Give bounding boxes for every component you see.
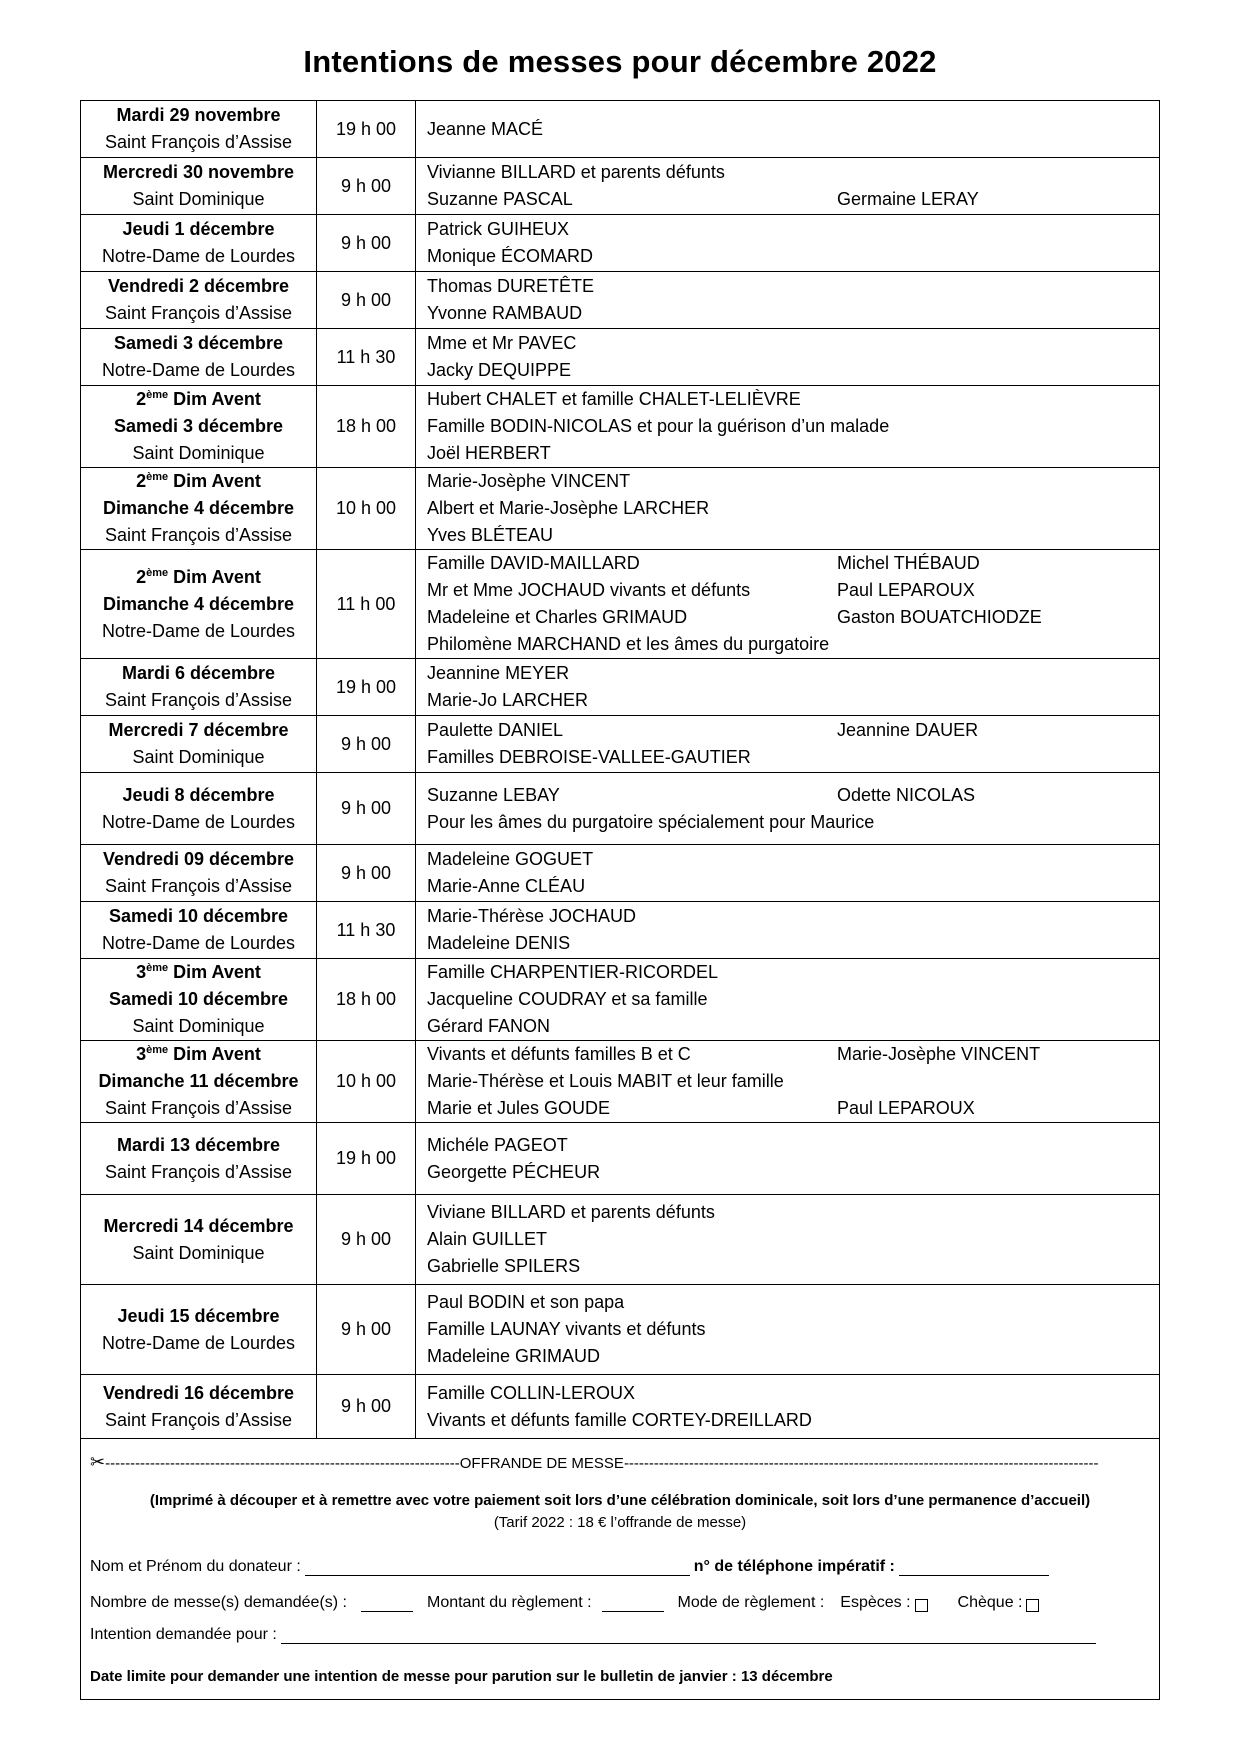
intention-name: Vivianne BILLARD et parents défunts [427,162,725,182]
schedule-row [81,716,1160,773]
intention-line [427,1226,1159,1253]
liturgical-text: Dim Avent [168,1044,261,1064]
intention-name: Marie et Jules GOUDE [427,1098,611,1118]
church-label: Saint Dominique [132,189,265,209]
name-field[interactable] [305,1559,690,1576]
intention-name: Yves BLÉTEAU [427,525,554,545]
intention-name-secondary [837,846,1159,873]
church-label: Saint François d’Assise [104,525,293,545]
church-label: Saint Dominique [132,1242,265,1263]
church-label: Saint Dominique [132,1016,265,1036]
intention-line [427,1068,1159,1095]
intention-name-secondary [837,243,1159,270]
day-label: Mercredi 7 décembre [108,720,289,740]
intention-line [427,330,1159,357]
time-cell: 19 h 00 [317,659,416,716]
intention-line [427,300,1159,327]
intention-name: Famille CHARPENTIER-RICORDEL [427,962,719,982]
amount-field[interactable] [602,1595,664,1612]
intention-name: Vivants et défunts familles B et C [427,1044,691,1064]
week-number: 2 [136,566,147,587]
intention-name-secondary: Paul LEPAROUX [837,580,975,600]
intention-name: Viviane BILLARD et parents défunts [427,1202,715,1222]
ordinal-suffix: ème [146,1044,169,1056]
day-label: Vendredi 09 décembre [102,849,295,869]
schedule-row [81,1123,1160,1195]
schedule-row [81,1285,1160,1375]
intentions-cell [416,101,1160,158]
week-number: 3 [136,962,147,982]
intention-line [427,846,1159,873]
cash-checkbox[interactable] [915,1599,928,1612]
church-label: Notre-Dame de Lourdes [101,1332,296,1353]
intention-name: Paul BODIN et son papa [427,1292,625,1312]
cash-label: Espèces : [840,1594,911,1611]
intention-line [427,1041,1159,1068]
ordinal-suffix: ème [146,566,169,579]
intention-line [427,1343,1159,1370]
intention-name-secondary [837,300,1159,327]
intention-line [427,873,1159,900]
church-label: Saint Dominique [132,443,265,463]
time-cell: 18 h 00 [317,959,416,1041]
donor-row [90,1558,1053,1576]
intention-line [427,1289,1159,1316]
intention-row [90,1626,1100,1644]
intention-name: Mr et Mme JOCHAUD vivants et défunts [427,580,751,600]
intention-name-secondary [837,468,1159,495]
intention-field[interactable] [281,1627,1096,1644]
intention-name-secondary [837,330,1159,357]
day-label: Jeudi 8 décembre [122,784,275,805]
intention-name-secondary [837,687,1159,714]
intentions-cell [416,716,1160,773]
intention-line [427,930,1159,957]
intention-name: Famille COLLIN-LEROUX [427,1382,636,1403]
intention-line [427,1159,1159,1186]
form-tarif: (Tarif 2022 : 18 € l’offrande de messe) [493,1514,747,1531]
schedule-row [81,902,1160,959]
intention-name-secondary [837,986,1159,1013]
intention-line [427,1095,1159,1122]
schedule-row [81,101,1160,158]
intentions-cell [416,902,1160,959]
intention-name-secondary [837,631,1159,658]
intention-name: Marie-Josèphe VINCENT [427,471,631,491]
intention-name: Gérard FANON [427,1016,551,1036]
day-cell [81,215,317,272]
intention-line [427,186,1159,213]
intention-line [427,717,1159,744]
day-cell [81,1285,317,1375]
intention-line [427,1316,1159,1343]
intention-name-secondary [837,1407,1159,1434]
day-cell [81,1375,317,1439]
intention-name-secondary [837,873,1159,900]
intention-name-secondary [837,1013,1159,1040]
schedule-row [81,329,1160,386]
liturgical-label [81,468,316,495]
intention-line [427,986,1159,1013]
deadline-note: Date limite pour demander une intention de messe pour parution sur le bulletin de janvier : 13 décembre [90,1668,833,1685]
day-cell [81,329,317,386]
intention-name-secondary: Paul LEPAROUX [837,1098,975,1118]
intentions-cell [416,215,1160,272]
day-cell [81,845,317,902]
intention-line [427,604,1159,631]
intention-line [427,744,1159,771]
ordinal-suffix: ème [146,962,169,974]
intention-line [427,660,1159,687]
schedule-row [81,1041,1160,1123]
intention-name: Famille DAVID-MAILLARD [427,553,640,573]
phone-field[interactable] [899,1559,1049,1576]
intention-name: Madeleine GOGUET [427,849,594,869]
week-number: 2 [136,389,147,409]
intention-name-secondary: Germaine LERAY [837,189,979,209]
mass-schedule-table [80,100,1160,1439]
intention-line [427,1407,1159,1434]
intention-name-secondary: Odette NICOLAS [837,784,976,805]
intention-name: Hubert CHALET et famille CHALET-LELIÈVRE [427,389,801,409]
intention-name: Paulette DANIEL [427,720,564,740]
day-label: Dimanche 4 décembre [102,498,295,518]
intentions-cell [416,959,1160,1041]
schedule-row [81,959,1160,1041]
intention-name: Marie-Thérèse et Louis MABIT et leur famille [427,1071,784,1091]
schedule-row [81,272,1160,329]
day-label: Mercredi 14 décembre [103,1215,294,1236]
count-field[interactable] [361,1595,413,1612]
intention-line [427,1013,1159,1040]
intention-name: Georgette PÉCHEUR [427,1161,601,1182]
intentions-cell [416,773,1160,845]
schedule-row [81,845,1160,902]
intentions-cell [416,272,1160,329]
intention-name: Marie-Jo LARCHER [427,690,589,710]
ordinal-suffix: ème [146,389,169,401]
intention-name-secondary [837,1159,1159,1186]
intentions-cell [416,158,1160,215]
day-cell [81,101,317,158]
day-cell [81,550,317,659]
day-cell [81,959,317,1041]
day-label: Mardi 13 décembre [116,1134,281,1155]
intentions-cell [416,1375,1160,1439]
intention-name: Mme et Mr PAVEC [427,333,577,353]
day-label: Mardi 29 novembre [116,105,281,125]
time-cell: 18 h 00 [317,386,416,468]
intention-line [427,216,1159,243]
intentions-cell [416,386,1160,468]
intention-name-secondary [837,1289,1159,1316]
day-label: Vendredi 16 décembre [102,1382,295,1403]
day-label: Samedi 3 décembre [113,333,284,353]
intention-name: Philomène MARCHAND et les âmes du purgatoire [427,634,830,654]
intention-name-secondary [837,440,1159,467]
intention-line [427,495,1159,522]
intention-name: Marie-Thérèse JOCHAUD [427,906,637,926]
intention-line [427,468,1159,495]
payment-row [90,1594,1039,1612]
intention-name: Thomas DURETÊTE [427,276,595,296]
intention-name: Alain GUILLET [427,1229,548,1249]
intention-name-secondary [837,116,1159,143]
church-label: Saint François d’Assise [104,132,293,152]
intention-line [427,522,1159,549]
intention-line [427,273,1159,300]
intention-name-secondary [837,273,1159,300]
day-cell [81,272,317,329]
intentions-cell [416,1285,1160,1375]
intention-line [427,631,1159,658]
day-cell [81,158,317,215]
intention-name: Joël HERBERT [427,443,551,463]
week-number: 3 [136,1044,147,1064]
intentions-cell [416,845,1160,902]
intention-name-secondary [837,1316,1159,1343]
time-cell: 9 h 00 [317,1285,416,1375]
church-label: Notre-Dame de Lourdes [101,360,296,380]
intention-name: Jacky DEQUIPPE [427,360,572,380]
time-cell: 9 h 00 [317,1195,416,1285]
day-cell [81,659,317,716]
intention-name-secondary [837,216,1159,243]
day-cell [81,1123,317,1195]
intention-line [427,809,1159,836]
check-checkbox[interactable] [1026,1599,1039,1612]
day-label: Vendredi 2 décembre [107,276,290,296]
intention-name-secondary [837,660,1159,687]
intention-line [427,687,1159,714]
intention-line [427,1380,1159,1407]
day-label: Dimanche 4 décembre [102,593,295,614]
liturgical-label [81,564,316,591]
cut-label: OFFRANDE DE MESSE [459,1455,624,1472]
time-cell: 9 h 00 [317,215,416,272]
intention-line [427,1253,1159,1280]
mode-label: Mode de règlement : [677,1594,825,1611]
intention-name-secondary: Gaston BOUATCHIODZE [837,607,1042,627]
intention-name-secondary [837,744,1159,771]
intention-name-secondary [837,930,1159,957]
intentions-cell [416,329,1160,386]
schedule-row [81,550,1160,659]
schedule-row [81,158,1160,215]
week-number: 2 [136,471,147,491]
schedule-row [81,659,1160,716]
time-cell: 9 h 00 [317,158,416,215]
church-label: Saint François d’Assise [104,1409,293,1430]
intention-name: Famille BODIN-NICOLAS et pour la guérison d’un malade [427,416,890,436]
time-cell: 9 h 00 [317,1375,416,1439]
day-label: Mardi 6 décembre [121,663,276,683]
intention-line [427,159,1159,186]
intention-name: Vivants et défunts famille CORTEY-DREILLARD [427,1409,812,1430]
intention-line [427,1132,1159,1159]
intention-name-secondary [837,1226,1159,1253]
time-cell: 11 h 00 [317,550,416,659]
form-note: (Imprimé à découper et à remettre avec votre paiement soit lors d’une célébration dominicale, soit lors d’une permanence d’accueil) [149,1492,1091,1509]
intention-name-secondary [837,959,1159,986]
intention-name-secondary [837,495,1159,522]
intention-name: Familles DEBROISE-VALLEE-GAUTIER [427,747,751,767]
intention-name: Patrick GUIHEUX [427,219,570,239]
liturgical-label [81,386,316,413]
intention-name-secondary [837,386,1159,413]
intention-name-secondary [837,903,1159,930]
intention-name: Suzanne PASCAL [427,189,573,209]
intention-name-secondary [837,1343,1159,1370]
intention-name-secondary [889,413,1159,440]
intention-name: Gabrielle SPILERS [427,1256,581,1276]
intention-name: Madeleine GRIMAUD [427,1346,601,1366]
day-label: Jeudi 15 décembre [117,1305,280,1326]
church-label: Notre-Dame de Lourdes [101,246,296,266]
intention-line [427,243,1159,270]
day-cell [81,468,317,550]
intention-name-secondary: Michel THÉBAUD [837,553,980,573]
time-cell: 9 h 00 [317,272,416,329]
scissors-icon: ✂ [90,1452,106,1472]
count-label: Nombre de messe(s) demandée(s) : [90,1594,347,1611]
church-label: Notre-Dame de Lourdes [101,811,296,832]
schedule-row [81,215,1160,272]
intentions-cell [416,468,1160,550]
intention-line [427,577,1159,604]
liturgical-label [81,1041,316,1068]
cut-line: ✂-----------------------------------------------------------------------OFFRANDE DE MESSE----------------------------------------------------------------------------------------------- [90,1452,1099,1472]
intention-name: Yvonne RAMBAUD [427,303,583,323]
liturgical-text: Dim Avent [168,471,261,491]
day-label: Mercredi 30 novembre [102,162,295,182]
intention-name: Madeleine DENIS [427,933,571,953]
check-label: Chèque : [957,1594,1023,1611]
church-label: Saint François d’Assise [104,876,293,896]
liturgical-label [81,959,316,986]
time-cell: 9 h 00 [317,845,416,902]
schedule-row [81,1195,1160,1285]
day-label: Dimanche 11 décembre [98,1071,299,1091]
church-label: Saint François d’Assise [104,1161,293,1182]
intention-name-secondary [837,1132,1159,1159]
intention-name: Monique ÉCOMARD [427,246,594,266]
day-cell [81,773,317,845]
day-label: Samedi 10 décembre [108,989,289,1009]
intention-name: Madeleine et Charles GRIMAUD [427,607,688,627]
time-cell: 11 h 30 [317,902,416,959]
day-label: Samedi 3 décembre [113,416,284,436]
time-cell: 19 h 00 [317,1123,416,1195]
intention-line [427,903,1159,930]
intention-name: Pour les âmes du purgatoire spécialement pour Maurice [427,811,875,832]
intentions-cell [416,1195,1160,1285]
time-cell: 10 h 00 [317,468,416,550]
intention-line [427,782,1159,809]
schedule-row [81,468,1160,550]
intention-line [427,440,1159,467]
intention-line [427,116,1159,143]
time-cell: 9 h 00 [317,773,416,845]
intention-line [427,357,1159,384]
intention-name: Albert et Marie-Josèphe LARCHER [427,498,710,518]
time-cell: 19 h 00 [317,101,416,158]
intention-name: Jeanne MACÉ [427,118,544,139]
day-cell [81,386,317,468]
intentions-cell [416,550,1160,659]
time-cell: 10 h 00 [317,1041,416,1123]
time-cell: 11 h 30 [317,329,416,386]
intention-name-secondary: Marie-Josèphe VINCENT [837,1044,1041,1064]
ordinal-suffix: ème [146,471,169,483]
intention-name: Jacqueline COUDRAY et sa famille [427,989,708,1009]
intention-name-secondary: Jeannine DAUER [837,720,979,740]
intention-name-secondary [837,1253,1159,1280]
time-cell: 9 h 00 [317,716,416,773]
intention-line [427,413,1159,440]
day-cell [81,902,317,959]
church-label: Saint François d’Assise [104,1098,293,1118]
schedule-row [81,773,1160,845]
amount-label: Montant du règlement : [426,1594,592,1611]
intention-line [427,386,1159,413]
intention-name-secondary [837,1199,1159,1226]
intentions-cell [416,1041,1160,1123]
intention-line [427,959,1159,986]
intention-name-secondary [837,1068,1159,1095]
intention-name-secondary [837,159,1159,186]
page-title: Intentions de messes pour décembre 2022 [303,44,937,79]
intention-name-secondary [837,357,1159,384]
name-label: Nom et Prénom du donateur : [90,1558,301,1575]
day-cell [81,1041,317,1123]
intention-name: Famille LAUNAY vivants et défunts [427,1319,706,1339]
intention-line [427,550,1159,577]
day-cell [81,716,317,773]
church-label: Saint Dominique [132,747,265,767]
church-label: Notre-Dame de Lourdes [101,933,296,953]
intention-name: Marie-Anne CLÉAU [427,876,586,896]
church-label: Saint François d’Assise [104,690,293,710]
intention-name-secondary [874,809,1159,836]
day-label: Samedi 10 décembre [108,906,289,926]
intention-name: Michéle PAGEOT [427,1134,568,1155]
phone-label: n° de téléphone impératif : [693,1558,895,1575]
intention-name: Suzanne LEBAY [427,784,560,805]
intention-line [427,1199,1159,1226]
church-label: Notre-Dame de Lourdes [101,620,296,641]
intentions-cell [416,1123,1160,1195]
liturgical-text: Dim Avent [168,566,261,587]
intentions-cell [416,659,1160,716]
church-label: Saint François d’Assise [104,303,293,323]
intention-name: Jeannine MEYER [427,663,570,683]
day-cell [81,1195,317,1285]
intention-label: Intention demandée pour : [90,1626,277,1643]
liturgical-text: Dim Avent [168,389,261,409]
day-label: Jeudi 1 décembre [122,219,275,239]
schedule-row [81,1375,1160,1439]
intention-name-secondary [837,522,1159,549]
schedule-row [81,386,1160,468]
intention-name-secondary [837,1380,1159,1407]
liturgical-text: Dim Avent [168,962,261,982]
